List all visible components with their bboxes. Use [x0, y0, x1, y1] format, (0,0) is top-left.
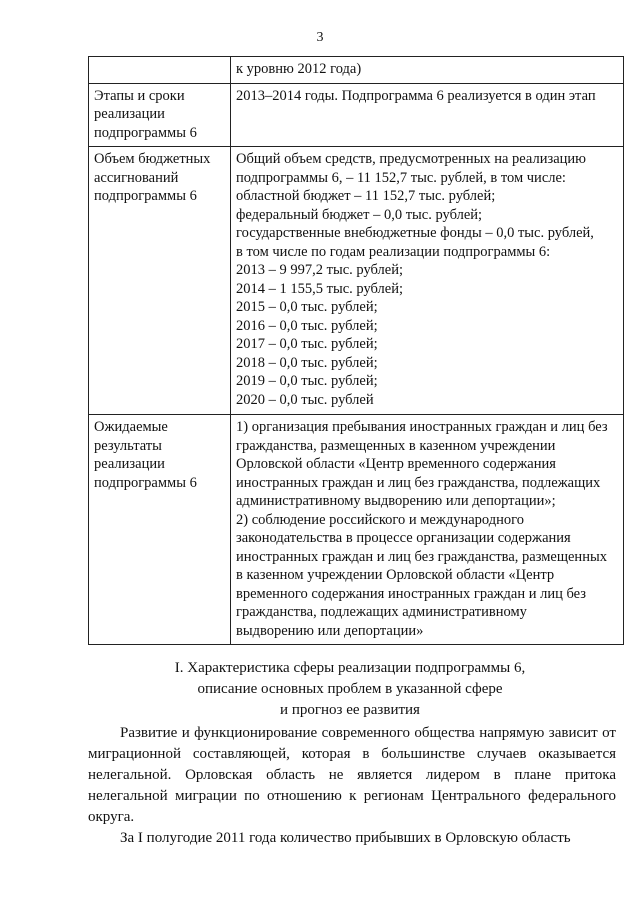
text-line: областной бюджет – 11 152,7 тыс. рублей; [236, 188, 496, 204]
text-line: 2015 – 0,0 тыс. рублей; [236, 299, 378, 315]
text-line: 2) соблюдение российского и международного [236, 511, 524, 528]
text-line: реализации [94, 106, 165, 122]
text-line: временного содержания иностранных граждан и лиц без [236, 585, 587, 602]
section-title [80, 658, 620, 721]
text-line: результаты [94, 437, 162, 454]
text-line: 1) организация пребывания иностранных граждан и лиц без [236, 419, 608, 435]
text-line: Этапы и сроки [94, 87, 185, 104]
text-line: законодательства в процессе организации содержания [236, 530, 571, 546]
text-line: Общий объем средств, предусмотренных на реализацию [236, 151, 586, 167]
text-line: 2013 – 9 997,2 тыс. рублей; [236, 262, 403, 278]
row-value-stages [231, 83, 624, 147]
text-line: выдворению или депортации» [236, 622, 424, 639]
table-row [89, 83, 624, 147]
text-line: в казенном учреждении Орловской области «Центр [236, 567, 555, 583]
section-title-line: и прогноз ее развития [280, 702, 420, 718]
text-line: иностранных граждан и лиц без гражданства, подлежащих [236, 474, 601, 491]
row-value-results [231, 415, 624, 645]
text-line: федеральный бюджет – 0,0 тыс. рублей; [236, 206, 483, 223]
page-number: 3 [316, 30, 324, 45]
text-line: государственные внебюджетные фонды – 0,0 тыс. рублей, [236, 225, 594, 241]
text-line: 2017 – 0,0 тыс. рублей; [236, 336, 378, 352]
text-line: 2018 – 0,0 тыс. рублей; [236, 354, 378, 371]
text-line: гражданства, подлежащих административному [236, 604, 527, 620]
text-line: административному выдворению или депортации»; [236, 493, 556, 509]
text-line: Орловской области «Центр временного содержания [236, 456, 556, 472]
text-line: реализации [94, 456, 165, 472]
row-label-results [89, 415, 231, 645]
table-row [89, 57, 624, 84]
text-line: подпрограммы 6 [94, 474, 197, 491]
section-title-line: I. Характеристика сферы реализации подпрограммы 6, [174, 660, 526, 676]
section-title-line: описание основных проблем в указанной сфере [197, 681, 503, 697]
text-line: ассигнований [94, 169, 179, 186]
text-line: в том числе по годам реализации подпрограммы 6: [236, 243, 551, 260]
text-line: 2014 – 1 155,5 тыс. рублей; [236, 280, 403, 297]
text-line: подпрограммы 6 [94, 124, 197, 141]
text-line: 2013–2014 годы. Подпрограмма 6 реализуется в один этап [236, 87, 596, 104]
text-line: 2019 – 0,0 тыс. рублей; [236, 373, 378, 389]
row-label-stages [89, 83, 231, 147]
text-line: подпрограммы 6, – 11 152,7 тыс. рублей, в том числе: [236, 169, 566, 186]
paragraph: Развитие и функционирование современного общества напрямую зависит от миграционной составляющей, которая в большинстве случаев оказывается нелегальной. Орловская область не является лидером в плане притока нелегальной миграции по отношению к регионам Центрального федерального округа. [88, 725, 616, 825]
table-row [89, 147, 624, 415]
paragraph: За I полугодие 2011 года количество прибывших в Орловскую область [120, 830, 571, 846]
row-value [231, 57, 624, 84]
row-value-budget [231, 147, 624, 415]
row-label-budget [89, 147, 231, 415]
text-line: Ожидаемые [94, 419, 168, 435]
table-row [89, 415, 624, 645]
text-line: иностранных граждан и лиц без гражданства, размещенных [236, 548, 607, 565]
text-line: 2016 – 0,0 тыс. рублей; [236, 317, 378, 334]
text-line: к уровню 2012 года) [236, 61, 362, 77]
row-label-empty [89, 57, 231, 84]
text-line: 2020 – 0,0 тыс. рублей [236, 391, 374, 408]
body-text [88, 723, 616, 849]
text-line: Объем бюджетных [94, 151, 211, 167]
text-line: подпрограммы 6 [94, 188, 197, 204]
program-passport-table [88, 56, 624, 645]
text-line: гражданства, размещенных в казенном учреждении [236, 437, 556, 454]
